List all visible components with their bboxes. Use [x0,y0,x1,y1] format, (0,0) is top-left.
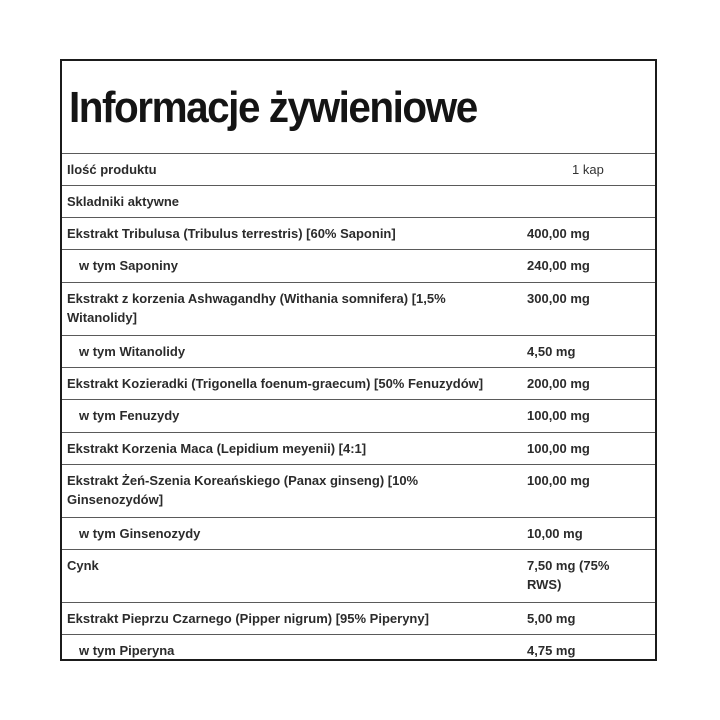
row-label: Ekstrakt Pieprzu Czarnego (Pipper nigrum) [95% Piperyny] [67,611,429,626]
row-label: w tym Piperyna [79,643,175,658]
row-label: Ekstrakt Kozieradki (Trigonella foenum-graecum) [50% Fenuzydów] [67,376,484,391]
table-row [62,465,655,518]
row-value: 240,00 mg [527,258,590,273]
table-row [62,550,655,603]
row-value: 1 kap [572,162,604,177]
row-value: 10,00 mg [527,526,583,541]
row-label: w tym Ginsenozydy [79,526,201,541]
row-value: 200,00 mg [527,376,590,391]
table-row [62,250,655,283]
row-label: Cynk [67,558,99,573]
table-row [62,635,655,668]
table-row [62,433,655,465]
table-row [62,518,655,550]
table-row [62,218,655,250]
row-label: w tym Witanolidy [79,344,186,359]
row-label: w tym Fenuzydy [79,408,180,423]
row-label: Skladniki aktywne [67,194,179,209]
row-value: 100,00 mg [527,441,590,456]
row-label: Ekstrakt Żeń-Szenia Koreańskiego (Panax ginseng) [10% Ginsenozydów] [67,473,419,507]
row-label: Ekstrakt z korzenia Ashwagandhy (Withania somnifera) [1,5% Witanolidy] [67,291,446,325]
row-value: 4,50 mg [527,344,576,359]
table-row [62,400,655,433]
nutrition-panel [60,59,657,661]
table-row [62,154,655,186]
table-row [62,186,655,218]
row-value: 4,75 mg [527,643,576,658]
table-row [62,336,655,368]
page-title: Informacje żywieniowe [69,83,477,132]
row-value: 400,00 mg [527,226,590,241]
nutrition-table [62,153,655,668]
row-label: w tym Saponiny [79,258,178,273]
table-row [62,283,655,336]
row-value: 100,00 mg [527,473,590,488]
row-value: 7,50 mg (75% RWS) [527,558,610,592]
row-label: Ilość produktu [67,162,157,177]
row-label: Ekstrakt Korzenia Maca (Lepidium meyenii) [4:1] [67,441,367,456]
row-value: 300,00 mg [527,291,590,306]
table-row [62,603,655,635]
row-value: 100,00 mg [527,408,590,423]
table-row [62,368,655,400]
row-value: 5,00 mg [527,611,576,626]
row-label: Ekstrakt Tribulusa (Tribulus terrestris) [60% Saponin] [67,226,396,241]
